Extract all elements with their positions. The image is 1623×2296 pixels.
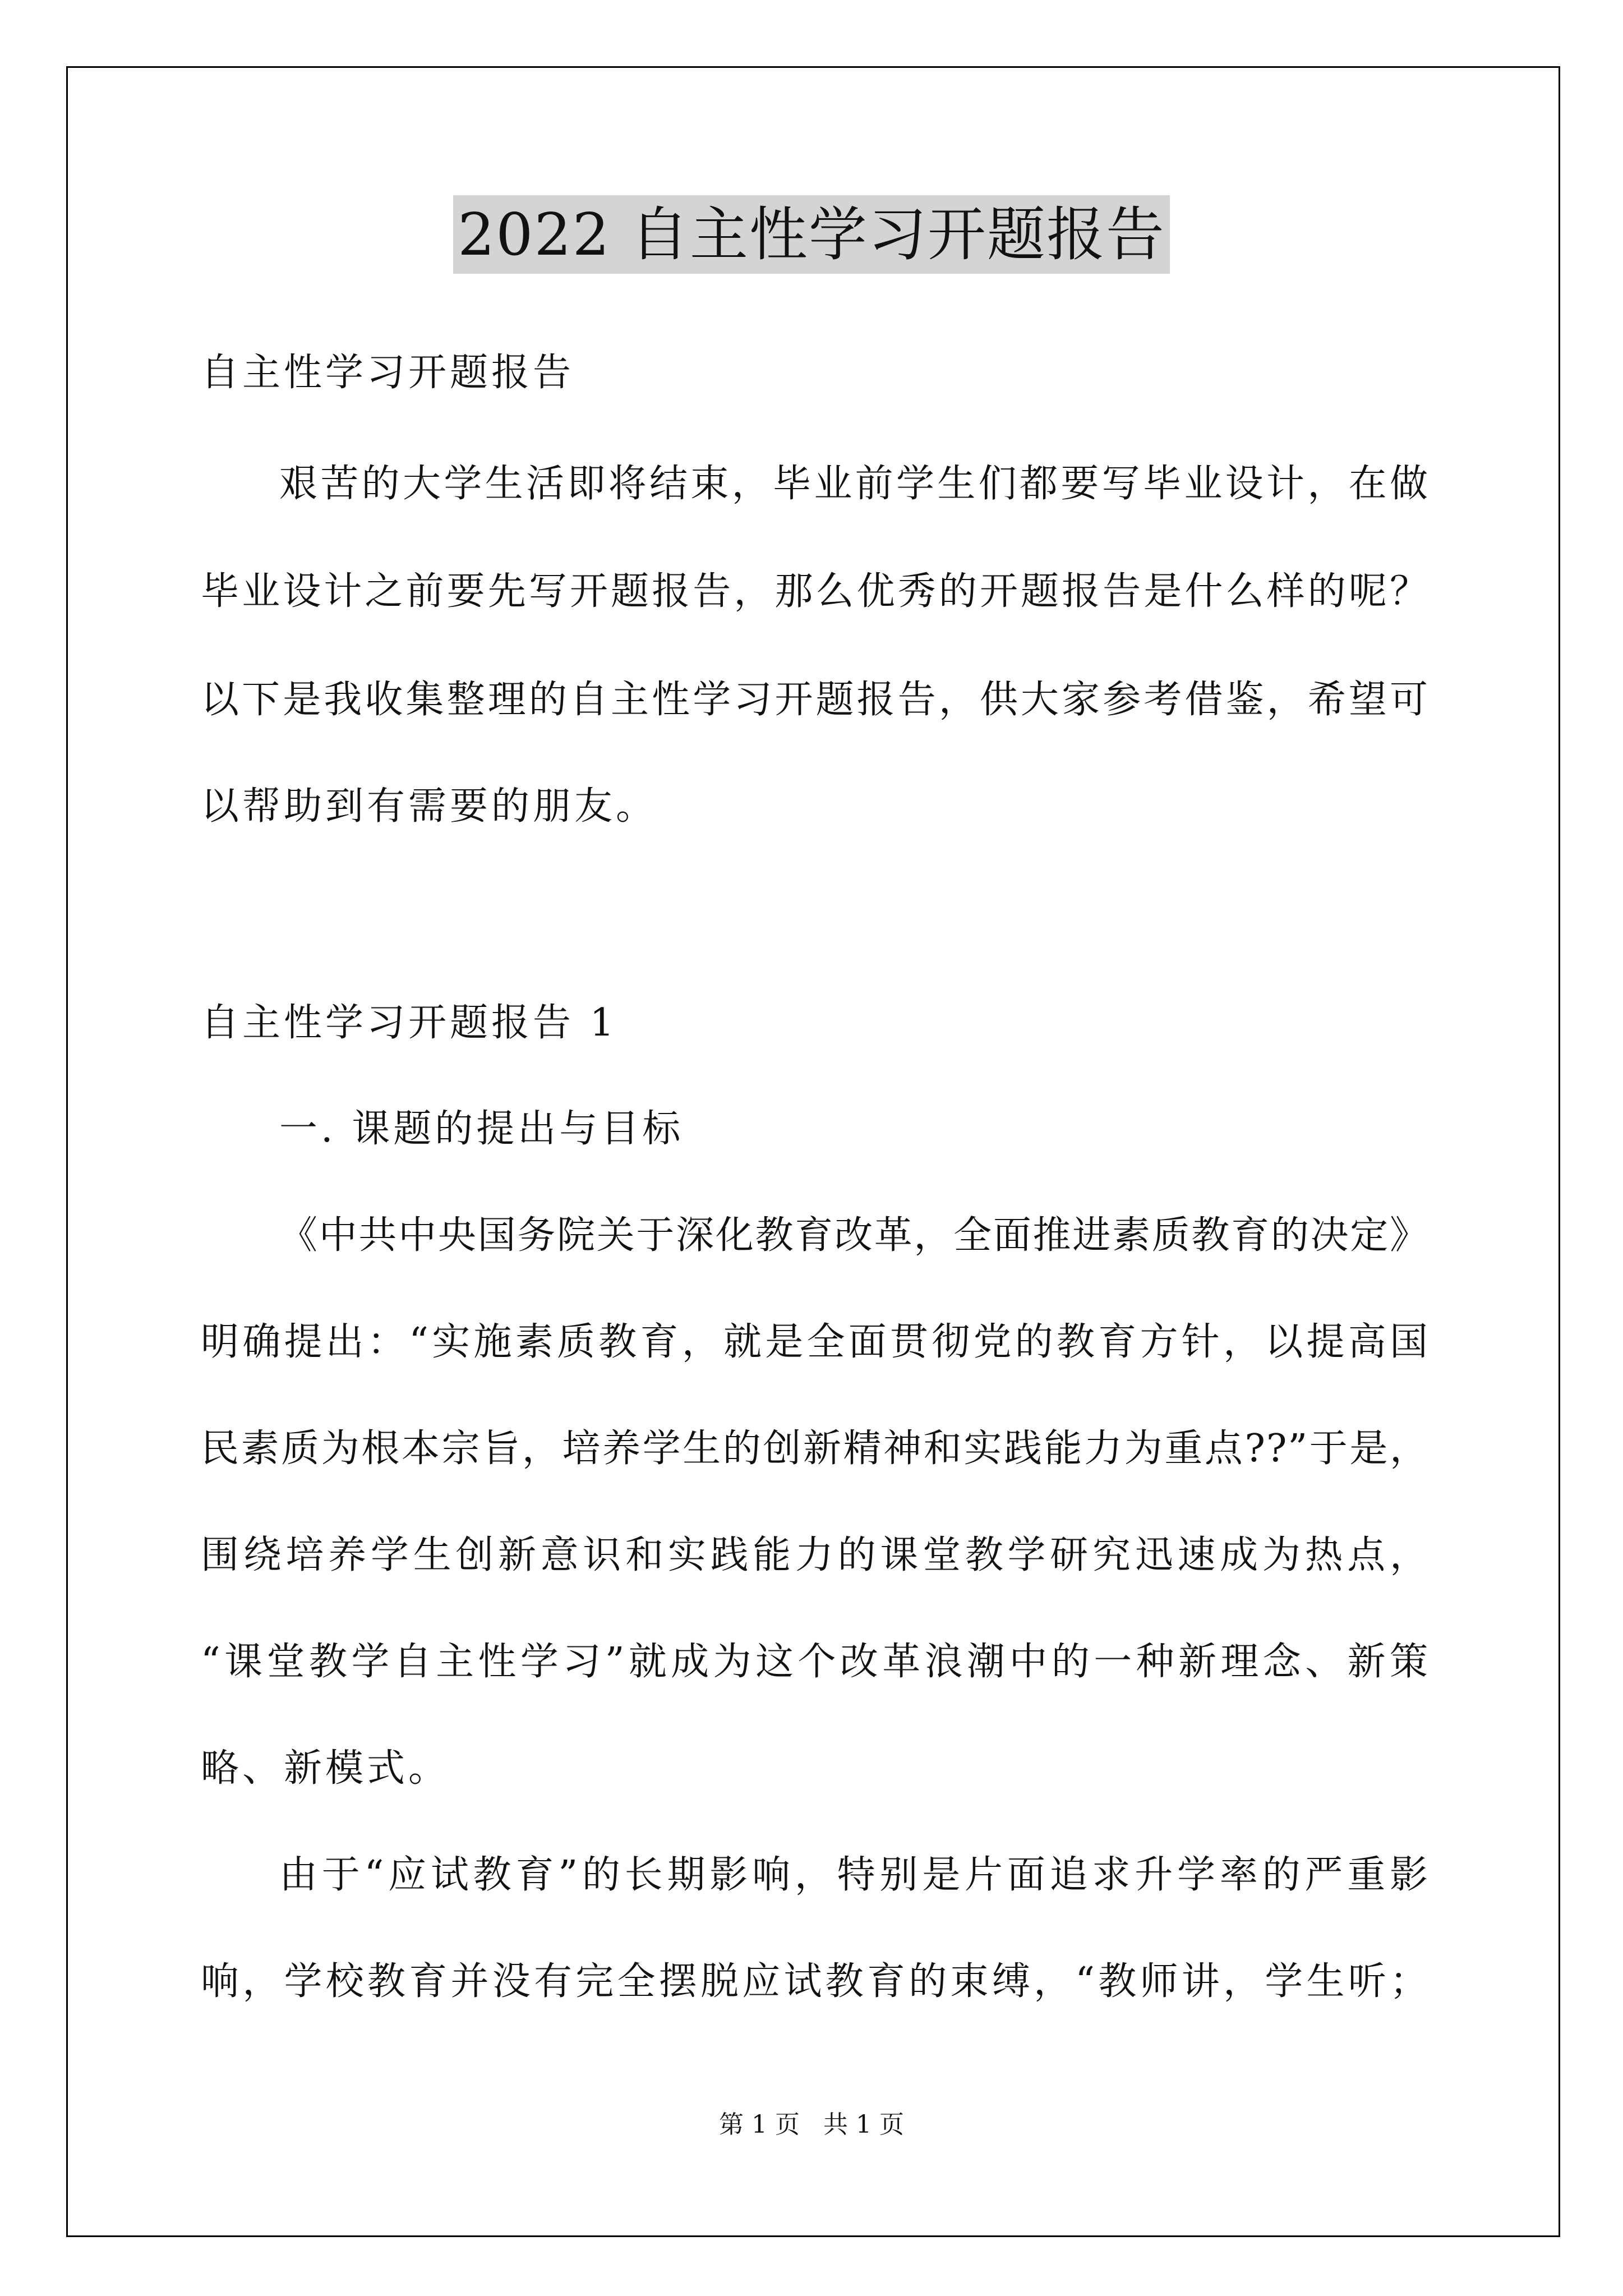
paragraph-line: 民素质为根本宗旨，培养学生的创新精神和实践能力为重点??”于是， bbox=[201, 1427, 1429, 1471]
section-heading: 自主性学习开题报告 1 bbox=[201, 1001, 617, 1045]
paragraph-line: 以下是我收集整理的自主性学习开题报告，供大家参考借鉴，希望可 bbox=[201, 678, 1429, 722]
paragraph-line: 围绕培养学生创新意识和实践能力的课堂教学研究迅速成为热点， bbox=[201, 1533, 1429, 1577]
subsection-heading: 一. 课题的提出与目标 bbox=[279, 1107, 684, 1151]
paragraph-line: 毕业设计之前要先写开题报告，那么优秀的开题报告是什么样的呢？ bbox=[201, 569, 1429, 614]
paragraph-line: 响，学校教育并没有完全摆脱应试教育的束缚，“教师讲，学生听； bbox=[201, 1959, 1429, 2004]
title-container bbox=[0, 195, 1623, 274]
paragraph-line: 略、新模式。 bbox=[201, 1746, 450, 1791]
page-number: 第 1 页 bbox=[719, 2110, 800, 2139]
paragraph-line: 《中共中央国务院关于深化教育改革，全面推进素质教育的决定》 bbox=[279, 1213, 1429, 1258]
paragraph-line: 明确提出：“实施素质教育，就是全面贯彻党的教育方针，以提高国 bbox=[201, 1320, 1429, 1364]
document-title: 2022 自主性学习开题报告 bbox=[453, 195, 1170, 274]
page-total: 共 1 页 bbox=[823, 2110, 904, 2139]
paragraph-line: 由于“应试教育”的长期影响，特别是片面追求升学率的严重影 bbox=[279, 1853, 1429, 1897]
page-footer bbox=[0, 2109, 1623, 2141]
paragraph-line: 以帮助到有需要的朋友。 bbox=[201, 784, 658, 829]
paragraph-line: “课堂教学自主性学习”就成为这个改革浪潮中的一种新理念、新策 bbox=[201, 1640, 1429, 1684]
section-heading: 自主性学习开题报告 bbox=[201, 351, 575, 395]
paragraph-line: 艰苦的大学生活即将结束，毕业前学生们都要写毕业设计，在做 bbox=[279, 462, 1429, 506]
